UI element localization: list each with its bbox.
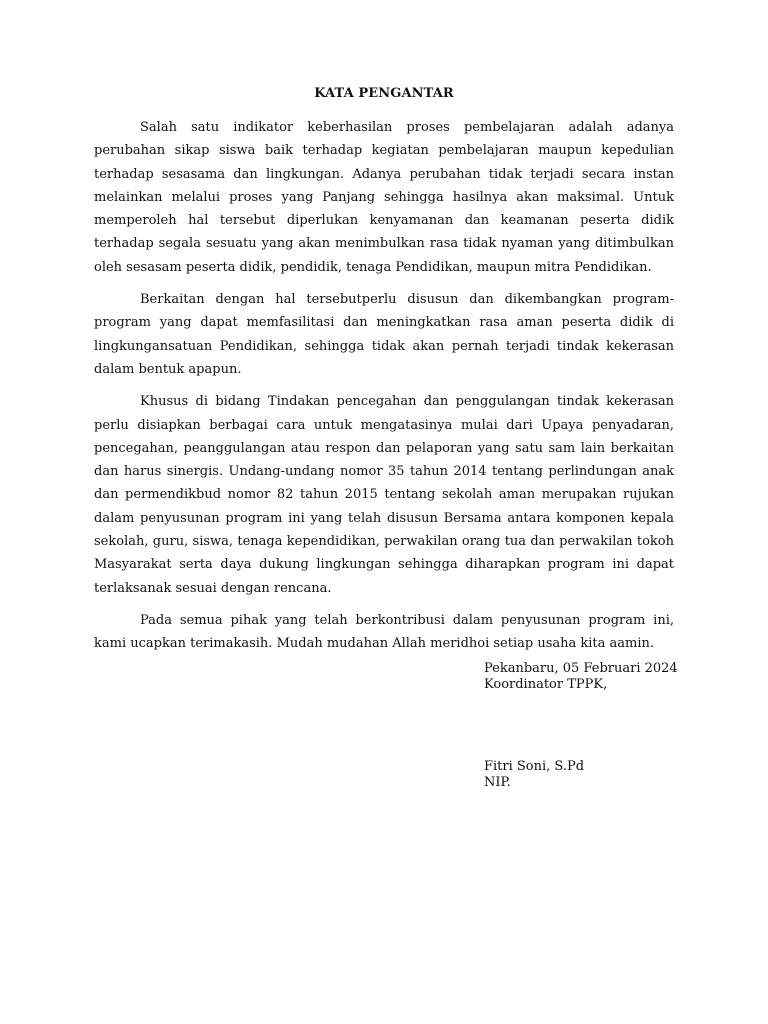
- paragraph-2: Berkaitan dengan hal tersebutperlu disusun dan dikembangkan program-program yang dapat memfasilitasi dan meningkatkan rasa aman peserta didik di lingkungansatuan Pendidikan, sehingga tidak akan pernah terjadi tindak kekerasan dalam bentuk apapun.: [94, 292, 674, 377]
- signature-space: [484, 693, 678, 759]
- signature-block: [484, 661, 678, 791]
- signature-name: Fitri Soni, S.Pd: [484, 759, 585, 774]
- paragraph-3: Khusus di bidang Tindakan pencegahan dan penggulangan tindak kekerasan perlu disiapkan berbagai cara untuk mengatasinya mulai dari Upaya penyadaran, pencegahan, peanggulangan atau respon dan pelaporan yang satu sam lain berkaitan dan harus sinergis. Undang-undang nomor 35 tahun 2014 tentang perlindungan anak dan permendikbud nomor 82 tahun 2015 tentang sekolah aman merupakan rujukan dalam penyusunan program ini yang telah disusun Bersama antara komponen kepala sekolah, guru, siswa, tenaga kependidikan, perwakilan orang tua dan perwakilan tokoh Masyarakat serta daya dukung lingkungan sehingga diharapkan program ini dapat terlaksanak sesuai dengan rencana.: [94, 394, 674, 596]
- signature-nip: NIP.: [484, 775, 511, 790]
- paragraph-1: Salah satu indikator keberhasilan proses pembelajaran adalah adanya perubahan sikap siswa baik terhadap kegiatan pembelajaran maupun kepedulian terhadap sesasama dan lingkungan. Adanya perubahan tidak terjadi secara instan melainkan melalui proses yang Panjang sehingga hasilnya akan maksimal. Untuk memperoleh hal tersebut diperlukan kenyamanan dan keamanan peserta didik terhadap segala sesuatu yang akan menimbulkan rasa tidak nyaman yang ditimbulkan oleh sesasam peserta didik, pendidik, tenaga Pendidikan, maupun mitra Pendidikan.: [94, 120, 674, 275]
- signature-place-date: Pekanbaru, 05 Februari 2024: [484, 661, 678, 676]
- signature-position: Koordinator TPPK,: [484, 677, 608, 692]
- document-body: [94, 116, 674, 665]
- page-title: KATA PENGANTAR: [314, 86, 454, 101]
- paragraph-4: Pada semua pihak yang telah berkontribusi dalam penyusunan program ini, kami ucapkan terimakasih. Mudah mudahan Allah meridhoi setiap usaha kita aamin.: [94, 612, 674, 652]
